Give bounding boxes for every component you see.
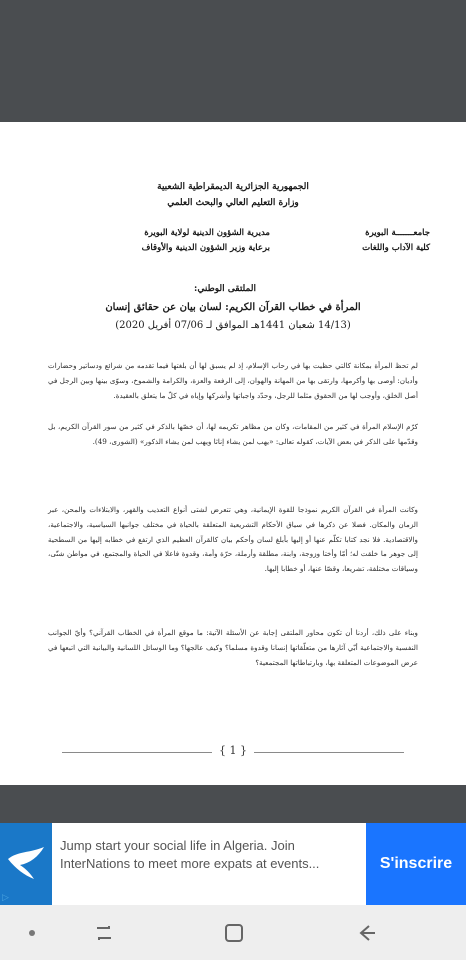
- paragraph-2: كرّم الإسلام المرأة في كثير من المقامات، وكان من مظاهر تكريمه لها، أن خصّها بالذكر في كثير من سور القرآن الكريم، بل وقدّمها على الذكر في بعض الآيات، كقوله تعالى: «يهب لمن يشاء إناثا ويهب لمن يشاء الذكور» (الشورى، 49).: [48, 422, 418, 446]
- back-icon[interactable]: [350, 917, 382, 949]
- recent-apps-icon[interactable]: [88, 917, 120, 949]
- patronage-line: برعاية وزير الشؤون الدينية والأوقاف: [141, 243, 270, 253]
- document-page: [0, 122, 466, 785]
- ad-text[interactable]: Jump start your social life in Algeria. Join InterNations to meet more expats at events...: [60, 838, 320, 871]
- bottom-dark-bar: [0, 785, 466, 823]
- directorate-name: مديرية الشؤون الدينية لولاية البويرة: [144, 228, 270, 238]
- university-name: جامعـــــــة البويرة: [365, 228, 430, 238]
- home-icon[interactable]: [218, 917, 250, 949]
- footer-rule-left: [62, 752, 212, 753]
- page-number: { 1 }: [219, 744, 247, 757]
- paragraph-1: لم تحظ المرأة بمكانة كالتي حظيت بها في رحاب الإسلام، إذ لم يسبق لها أن بلغتها فيما تقدمه من شرائع ودساتير وحضارات وأديان: أوصى بها وأكرمها، وارتقى بها من المهانة والهوان، إلى الرفعة والعزة، والكرامة والشموخ، وسوّى بينها وبين الرجل في أصل الخلق، وأوجب لها من الحقوق مثلما للرجل، وحدّد واجباتها وأشركها وإياه في كلّ ما يتعلق بالعقيدة.: [48, 361, 418, 400]
- republic-heading: الجمهورية الجزائرية الديمقراطية الشعبية: [157, 182, 309, 192]
- page-number-value: 1: [229, 744, 237, 757]
- signup-button[interactable]: S'inscrire: [366, 823, 466, 905]
- footer-rule-right: [254, 752, 404, 753]
- conference-title: المرأة في خطاب القرآن الكريم: لسان بيان عن حقائق إنسان: [105, 302, 361, 313]
- conference-label: الملتقى الوطني:: [194, 284, 256, 294]
- ministry-heading: وزارة التعليم العالي والبحث العلمي: [167, 198, 299, 208]
- android-nav-bar: [0, 905, 466, 960]
- conference-date: (14/13 شعبان 1441هـ الموافق لـ 07/06 أفريل 2020): [115, 320, 351, 331]
- paragraph-4: وبناء على ذلك، أردنا أن تكون محاور الملتقى إجابة عن الأسئلة الآتية: ما موقع المرأة في الخطاب القرآني؟ وأيّ الجوانب النفسية والاجتماعية أبّي آثارها من متعلّقاتها إنسانا وقدوة مسلما؟ وكيف عالجها؟ وما الوسائل اللسانية والبيانية التي اتبعها في عرض الموضوعات المتعلقة بها، وبارتباطاتها المجتمعية؟: [48, 628, 418, 667]
- faculty-name: كلية الآداب واللغات: [362, 243, 430, 253]
- ad-info-icon[interactable]: ▷: [2, 893, 9, 903]
- dot-icon[interactable]: [16, 917, 48, 949]
- paragraph-3: وكانت المرأة في القرآن الكريم نموذجا للقوة الإيمانية، وهي تتعرض لشتى أنواع التعذيب والقهر، والابتلاءات والمحن، عبر الزمان والمكان. فضلا عن ذكرها في سياق الأحكام التشريعية المتعلقة بالحياة في مختلف جوانبها السياسية، والاجتماعية، والاقتصادية. فلا نجد كتابا تكلّم عنها أو إليها بأبلغ لسان وأحكم بيان كالقرآن العظيم الذي ارتفع في خطابه إليها من السطحية إلى جوهر ما خلقت له؛ أمّا وأختا وزوجة، وابنة، مطلقة وأرملة، حرّة وأمة، وقدوة فاعلا في الحياة والمجتمع، في مواطن شتّى، وسياقات مختلفة، تشريعا، وقصّا عنها، أو خطابا إليها.: [48, 505, 418, 574]
- top-dark-bar: [0, 0, 466, 122]
- ad-banner[interactable]: [0, 823, 466, 905]
